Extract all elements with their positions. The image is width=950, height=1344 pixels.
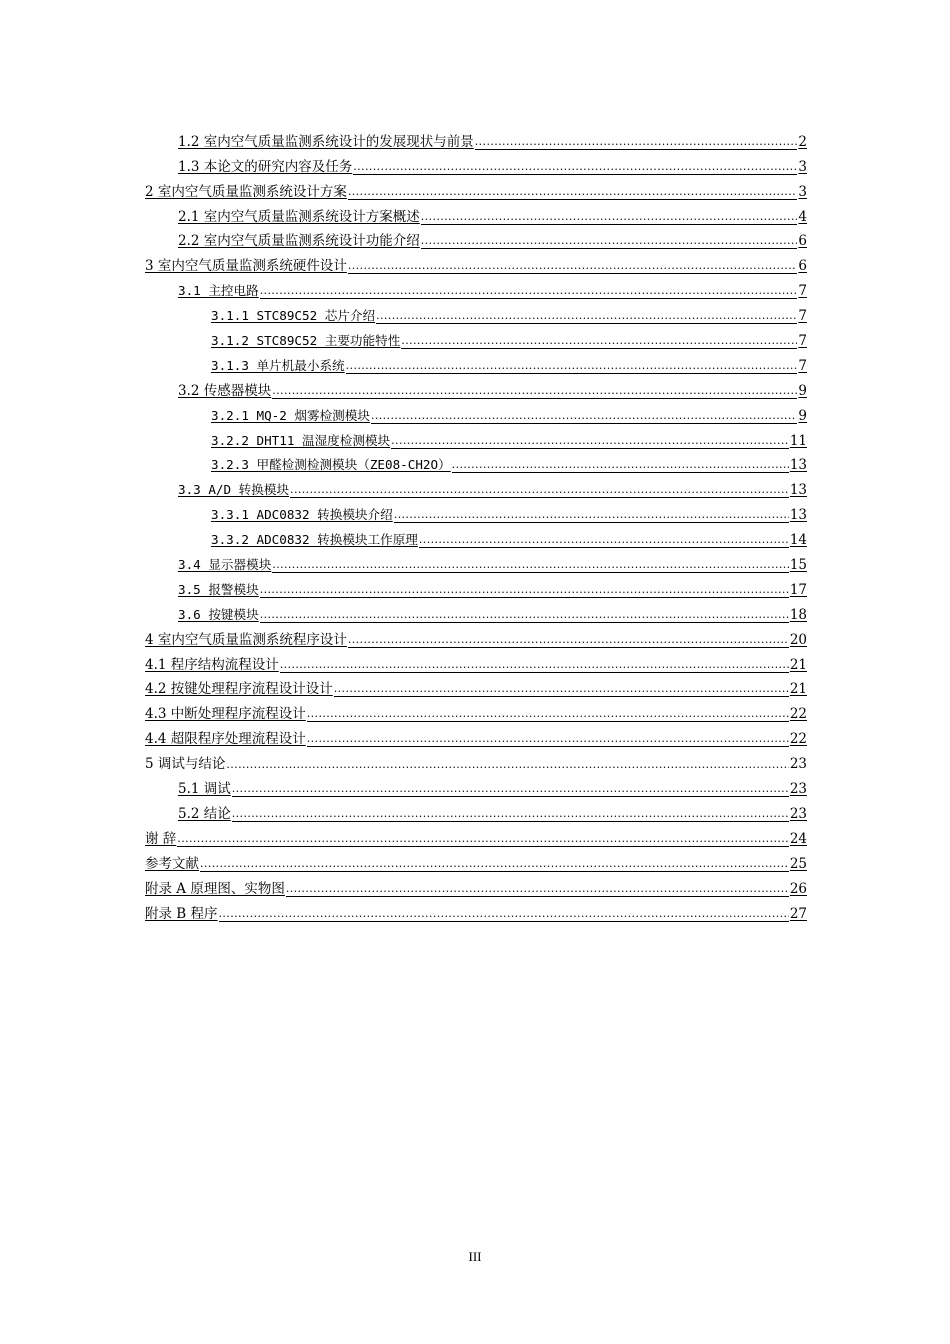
- toc-link[interactable]: [145, 831, 807, 847]
- toc-link[interactable]: [178, 557, 807, 573]
- table-of-contents: [145, 125, 807, 922]
- dot-leader: [419, 533, 789, 548]
- toc-entry-page: 3: [798, 183, 807, 200]
- toc-entry-title: 3 室内空气质量监测系统硬件设计: [145, 258, 347, 275]
- toc-entry-page: 26: [789, 880, 807, 897]
- toc-entry-title: 2 室内空气质量监测系统设计方案: [145, 183, 347, 200]
- dot-leader: [177, 832, 789, 847]
- toc-link[interactable]: [178, 159, 807, 175]
- toc-entry-4-2[interactable]: [145, 673, 807, 698]
- toc-link[interactable]: [211, 308, 807, 324]
- dot-leader: [421, 234, 798, 249]
- toc-entry-title: 3.1.2 STC89C52 主要功能特性: [211, 333, 401, 349]
- dot-leader: [475, 135, 798, 150]
- toc-entry-title: 谢 辞: [145, 830, 177, 847]
- toc-entry-title: 1.3 本论文的研究内容及任务: [178, 158, 353, 175]
- toc-link[interactable]: [178, 209, 807, 225]
- toc-entry-title: 参考文献: [145, 855, 199, 872]
- toc-link[interactable]: [145, 731, 807, 747]
- toc-entry-page: 23: [789, 805, 807, 822]
- toc-entry-2-2[interactable]: [145, 225, 807, 250]
- toc-entry-title: 3.2.2 DHT11 温湿度检测模块: [211, 432, 391, 448]
- toc-entry-page: 21: [789, 681, 807, 698]
- toc-link[interactable]: [211, 433, 807, 449]
- toc-entry-3-2[interactable]: [145, 374, 807, 399]
- toc-entry-5[interactable]: [145, 747, 807, 772]
- dot-leader: [272, 384, 797, 399]
- dot-leader: [391, 434, 789, 449]
- toc-entry-page: 23: [789, 781, 807, 798]
- toc-entry-title: 3.4 显示器模块: [178, 557, 272, 573]
- toc-entry-title: 4 室内空气质量监测系统程序设计: [145, 631, 347, 648]
- toc-entry-page: 14: [789, 532, 807, 549]
- toc-entry-title: 3.2.3 甲醛检测检测模块（ZE08-CH2O）: [211, 457, 451, 473]
- toc-link[interactable]: [178, 781, 807, 797]
- toc-link[interactable]: [211, 507, 807, 523]
- toc-entry-3[interactable]: [145, 249, 807, 274]
- dot-leader: [452, 458, 789, 473]
- dot-leader: [307, 707, 789, 722]
- toc-entry-page: 3: [798, 158, 807, 175]
- toc-entry-page: 27: [789, 905, 807, 922]
- toc-link[interactable]: [178, 283, 807, 299]
- dot-leader: [353, 160, 797, 175]
- toc-link[interactable]: [211, 333, 807, 349]
- toc-entry-page: 6: [798, 258, 807, 275]
- toc-entry-3-2-2[interactable]: [145, 424, 807, 449]
- toc-entry-page: 17: [789, 581, 807, 598]
- toc-entry-page: 4: [798, 208, 807, 225]
- toc-entry-page: 11: [789, 432, 807, 449]
- toc-link[interactable]: [178, 582, 807, 598]
- dot-leader: [219, 907, 789, 922]
- dot-leader: [286, 882, 789, 897]
- toc-entry-title: 4.3 中断处理程序流程设计: [145, 706, 306, 723]
- toc-link[interactable]: [145, 706, 807, 722]
- toc-link[interactable]: [145, 906, 807, 922]
- toc-entry-page: 7: [798, 283, 807, 300]
- toc-entry-page: 7: [798, 333, 807, 350]
- toc-entry-title: 附录 A 原理图、实物图: [145, 880, 285, 897]
- toc-link[interactable]: [145, 184, 807, 200]
- toc-entry-title: 3.1 主控电路: [178, 283, 259, 299]
- toc-entry-title: 3.1.3 单片机最小系统: [211, 357, 345, 373]
- toc-entry-title: 5 调试与结论: [145, 756, 226, 773]
- toc-entry-appendix-b[interactable]: [145, 897, 807, 922]
- toc-entry-page: 9: [798, 382, 807, 399]
- toc-link[interactable]: [145, 632, 807, 648]
- dot-leader: [280, 658, 789, 673]
- toc-entry-page: 6: [798, 233, 807, 250]
- toc-entry-3-3[interactable]: [145, 473, 807, 498]
- toc-entry-page: 13: [789, 457, 807, 474]
- dot-leader: [371, 409, 797, 424]
- toc-entry-acknowledgements[interactable]: [145, 822, 807, 847]
- toc-link[interactable]: [145, 856, 807, 872]
- toc-entry-page: 20: [789, 631, 807, 648]
- toc-entry-title: 3.3.2 ADC0832 转换模块工作原理: [211, 532, 418, 548]
- dot-leader: [260, 608, 789, 623]
- dot-leader: [200, 857, 789, 872]
- toc-entry-title: 4.2 按键处理程序流程设计设计: [145, 681, 333, 698]
- dot-leader: [376, 309, 797, 324]
- toc-entry-3-1-3[interactable]: [145, 349, 807, 374]
- toc-entry-2-1[interactable]: [145, 200, 807, 225]
- dot-leader: [232, 807, 789, 822]
- dot-leader: [401, 334, 797, 349]
- toc-link[interactable]: [178, 233, 807, 249]
- toc-link[interactable]: [145, 258, 807, 274]
- toc-entry-3-2-3[interactable]: [145, 449, 807, 474]
- toc-entry-title: 4.4 超限程序处理流程设计: [145, 731, 306, 748]
- toc-link[interactable]: [145, 681, 807, 697]
- dot-leader: [307, 732, 789, 747]
- toc-link[interactable]: [178, 806, 807, 822]
- toc-entry-title: 3.6 按键模块: [178, 606, 259, 622]
- toc-link[interactable]: [178, 482, 807, 498]
- toc-entry-3-5[interactable]: [145, 573, 807, 598]
- toc-entry-2[interactable]: [145, 175, 807, 200]
- toc-entry-page: 22: [789, 706, 807, 723]
- dot-leader: [334, 682, 789, 697]
- toc-entry-4-3[interactable]: [145, 697, 807, 722]
- dot-leader: [272, 558, 789, 573]
- toc-entry-page: 22: [789, 731, 807, 748]
- dot-leader: [421, 210, 798, 225]
- toc-entry-page: 13: [789, 507, 807, 524]
- toc-entry-page: 13: [789, 482, 807, 499]
- toc-entry-1-3[interactable]: [145, 150, 807, 175]
- toc-entry-title: 5.2 结论: [178, 805, 231, 822]
- toc-entry-title: 3.2 传感器模块: [178, 382, 272, 399]
- toc-entry-3-4[interactable]: [145, 548, 807, 573]
- toc-entry-title: 3.3 A/D 转换模块: [178, 482, 290, 498]
- dot-leader: [394, 508, 789, 523]
- toc-entry-5-1[interactable]: [145, 772, 807, 797]
- toc-entry-page: 23: [789, 756, 807, 773]
- toc-entry-3-1[interactable]: [145, 274, 807, 299]
- dot-leader: [260, 583, 789, 598]
- toc-link[interactable]: [178, 383, 807, 399]
- toc-entry-3-2-1[interactable]: [145, 399, 807, 424]
- dot-leader: [260, 284, 798, 299]
- toc-entry-4-4[interactable]: [145, 722, 807, 747]
- toc-link[interactable]: [178, 607, 807, 623]
- toc-entry-1-2[interactable]: [145, 125, 807, 150]
- toc-entry-title: 3.2.1 MQ-2 烟雾检测模块: [211, 407, 370, 423]
- toc-link[interactable]: [178, 134, 807, 150]
- toc-link[interactable]: [145, 657, 807, 673]
- toc-link[interactable]: [211, 358, 807, 374]
- toc-entry-page: 7: [798, 357, 807, 374]
- toc-entry-title: 3.5 报警模块: [178, 581, 259, 597]
- page-number: III: [468, 1249, 482, 1264]
- toc-entry-appendix-a[interactable]: [145, 872, 807, 897]
- toc-entry-title: 2.2 室内空气质量监测系统设计功能介绍: [178, 233, 420, 250]
- toc-entry-title: 3.1.1 STC89C52 芯片介绍: [211, 308, 376, 324]
- dot-leader: [232, 782, 789, 797]
- toc-entry-page: 2: [798, 133, 807, 150]
- toc-link[interactable]: [145, 881, 807, 897]
- toc-entry-page: 25: [789, 855, 807, 872]
- toc-entry-5-2[interactable]: [145, 797, 807, 822]
- toc-entry-title: 2.1 室内空气质量监测系统设计方案概述: [178, 208, 420, 225]
- toc-entry-title: 5.1 调试: [178, 781, 231, 798]
- toc-entry-page: 7: [798, 308, 807, 325]
- toc-link[interactable]: [211, 457, 807, 473]
- toc-entry-3-3-1[interactable]: [145, 498, 807, 523]
- toc-entry-page: 24: [789, 830, 807, 847]
- toc-entry-title: 附录 B 程序: [145, 905, 218, 922]
- dot-leader: [348, 259, 798, 274]
- toc-entry-page: 9: [798, 407, 807, 424]
- toc-entry-title: 4.1 程序结构流程设计: [145, 656, 279, 673]
- dot-leader: [346, 359, 798, 374]
- dot-leader: [226, 758, 788, 772]
- toc-link[interactable]: [211, 532, 807, 548]
- toc-entry-page: 21: [789, 656, 807, 673]
- dot-leader: [290, 483, 789, 498]
- toc-entry-3-1-1[interactable]: [145, 299, 807, 324]
- toc-entry-page: 15: [789, 557, 807, 574]
- toc-entry-page: 18: [789, 606, 807, 623]
- toc-entry-3-1-2[interactable]: [145, 324, 807, 349]
- toc-entry-4[interactable]: [145, 623, 807, 648]
- toc-entry-4-1[interactable]: [145, 648, 807, 673]
- toc-link[interactable]: [145, 756, 807, 772]
- toc-entry-3-3-2[interactable]: [145, 523, 807, 548]
- toc-entry-references[interactable]: [145, 847, 807, 872]
- dot-leader: [348, 633, 789, 648]
- toc-entry-title: 1.2 室内空气质量监测系统设计的发展现状与前景: [178, 133, 474, 150]
- toc-entry-3-6[interactable]: [145, 598, 807, 623]
- toc-link[interactable]: [211, 408, 807, 424]
- dot-leader: [348, 185, 798, 200]
- toc-entry-title: 3.3.1 ADC0832 转换模块介绍: [211, 507, 393, 523]
